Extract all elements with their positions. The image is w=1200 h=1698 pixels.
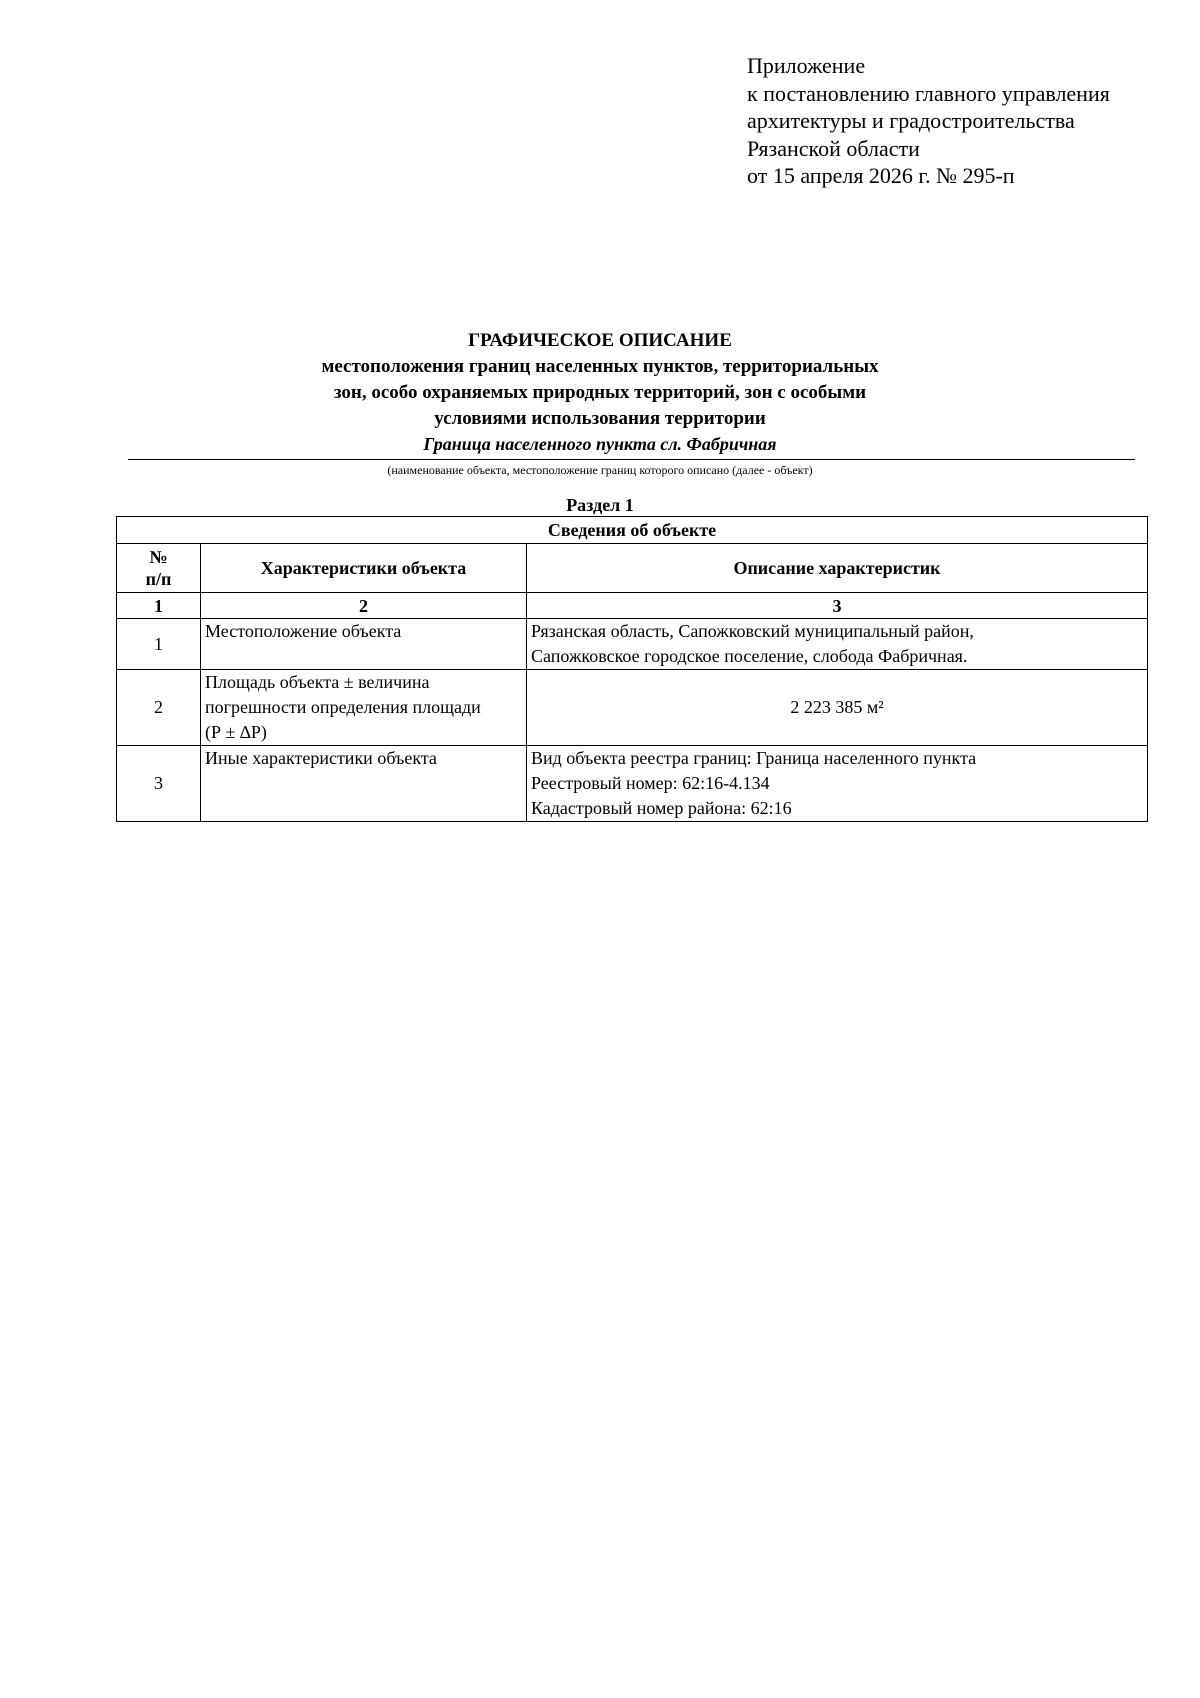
header-characteristics: Характеристики объекта: [201, 544, 527, 593]
appendix-line: архитектуры и градостроительства: [747, 108, 1075, 133]
row-number: 3: [117, 746, 201, 822]
appendix-line: к постановлению главного управления: [747, 80, 1110, 106]
characteristic-line: Иные характеристики объекта: [205, 748, 437, 768]
row-characteristic: [201, 619, 527, 670]
characteristic-line: (Р ± ∆Р): [205, 722, 267, 742]
object-name-caption: (наименование объекта, местоположение границ которого описано (далее - объект): [387, 463, 813, 477]
characteristic-line: Площадь объекта ± величина: [205, 672, 430, 692]
header-number: [117, 544, 201, 593]
row-characteristic: [201, 746, 527, 822]
table-caption-row: [117, 517, 1148, 544]
appendix-line: от 15 апреля 2026 г. № 295-п: [747, 163, 1015, 188]
row-number: 1: [117, 619, 201, 670]
description-line: Реестровый номер: 62:16-4.134: [531, 773, 770, 793]
row-number: 2: [117, 670, 201, 746]
table-row: [117, 619, 1148, 670]
description-line: Кадастровый номер района: 62:16: [531, 798, 792, 818]
row-description: [527, 619, 1148, 670]
appendix-line: Рязанской области: [747, 135, 920, 161]
title-sub-line: зон, особо охраняемых природных территорий, зон с особыми: [333, 382, 867, 403]
table-row: [117, 746, 1148, 822]
row-characteristic: [201, 670, 527, 746]
characteristic-line: Местоположение объекта: [205, 621, 402, 641]
column-number-row: [117, 593, 1148, 619]
title-main: ГРАФИЧЕСКОЕ ОПИСАНИЕ: [468, 330, 732, 351]
column-number: 2: [201, 593, 527, 619]
table-header-row: [117, 544, 1148, 593]
appendix-line: Приложение: [747, 53, 866, 78]
row-description: [527, 746, 1148, 822]
table-caption: Сведения об объекте: [117, 517, 1148, 544]
column-number: 3: [527, 593, 1148, 619]
appendix-block: [747, 52, 1167, 190]
characteristic-line: погрешности определения площади: [205, 697, 481, 717]
section-label: Раздел 1: [566, 495, 634, 515]
document-title: [0, 328, 1200, 432]
object-name: Граница населенного пункта сл. Фабричная: [423, 434, 777, 454]
header-number-line: №: [149, 547, 168, 567]
row-description: [527, 670, 1148, 746]
object-info-table: [116, 516, 1148, 822]
object-name-underline: [128, 459, 1135, 460]
description-line: Вид объекта реестра границ: Граница населенного пункта: [531, 748, 977, 768]
title-sub-line: условиями использования территории: [434, 408, 766, 429]
column-number: 1: [117, 593, 201, 619]
table-row: [117, 670, 1148, 746]
header-description: Описание характеристик: [527, 544, 1148, 593]
description-line: Сапожковское городское поселение, слобода Фабричная.: [531, 646, 968, 666]
description-line: Рязанская область, Сапожковский муниципальный район,: [531, 621, 974, 641]
description-line: 2 223 385 м²: [790, 697, 884, 717]
title-sub-line: местоположения границ населенных пунктов, территориальных: [321, 356, 879, 377]
header-number-line: п/п: [145, 569, 172, 589]
